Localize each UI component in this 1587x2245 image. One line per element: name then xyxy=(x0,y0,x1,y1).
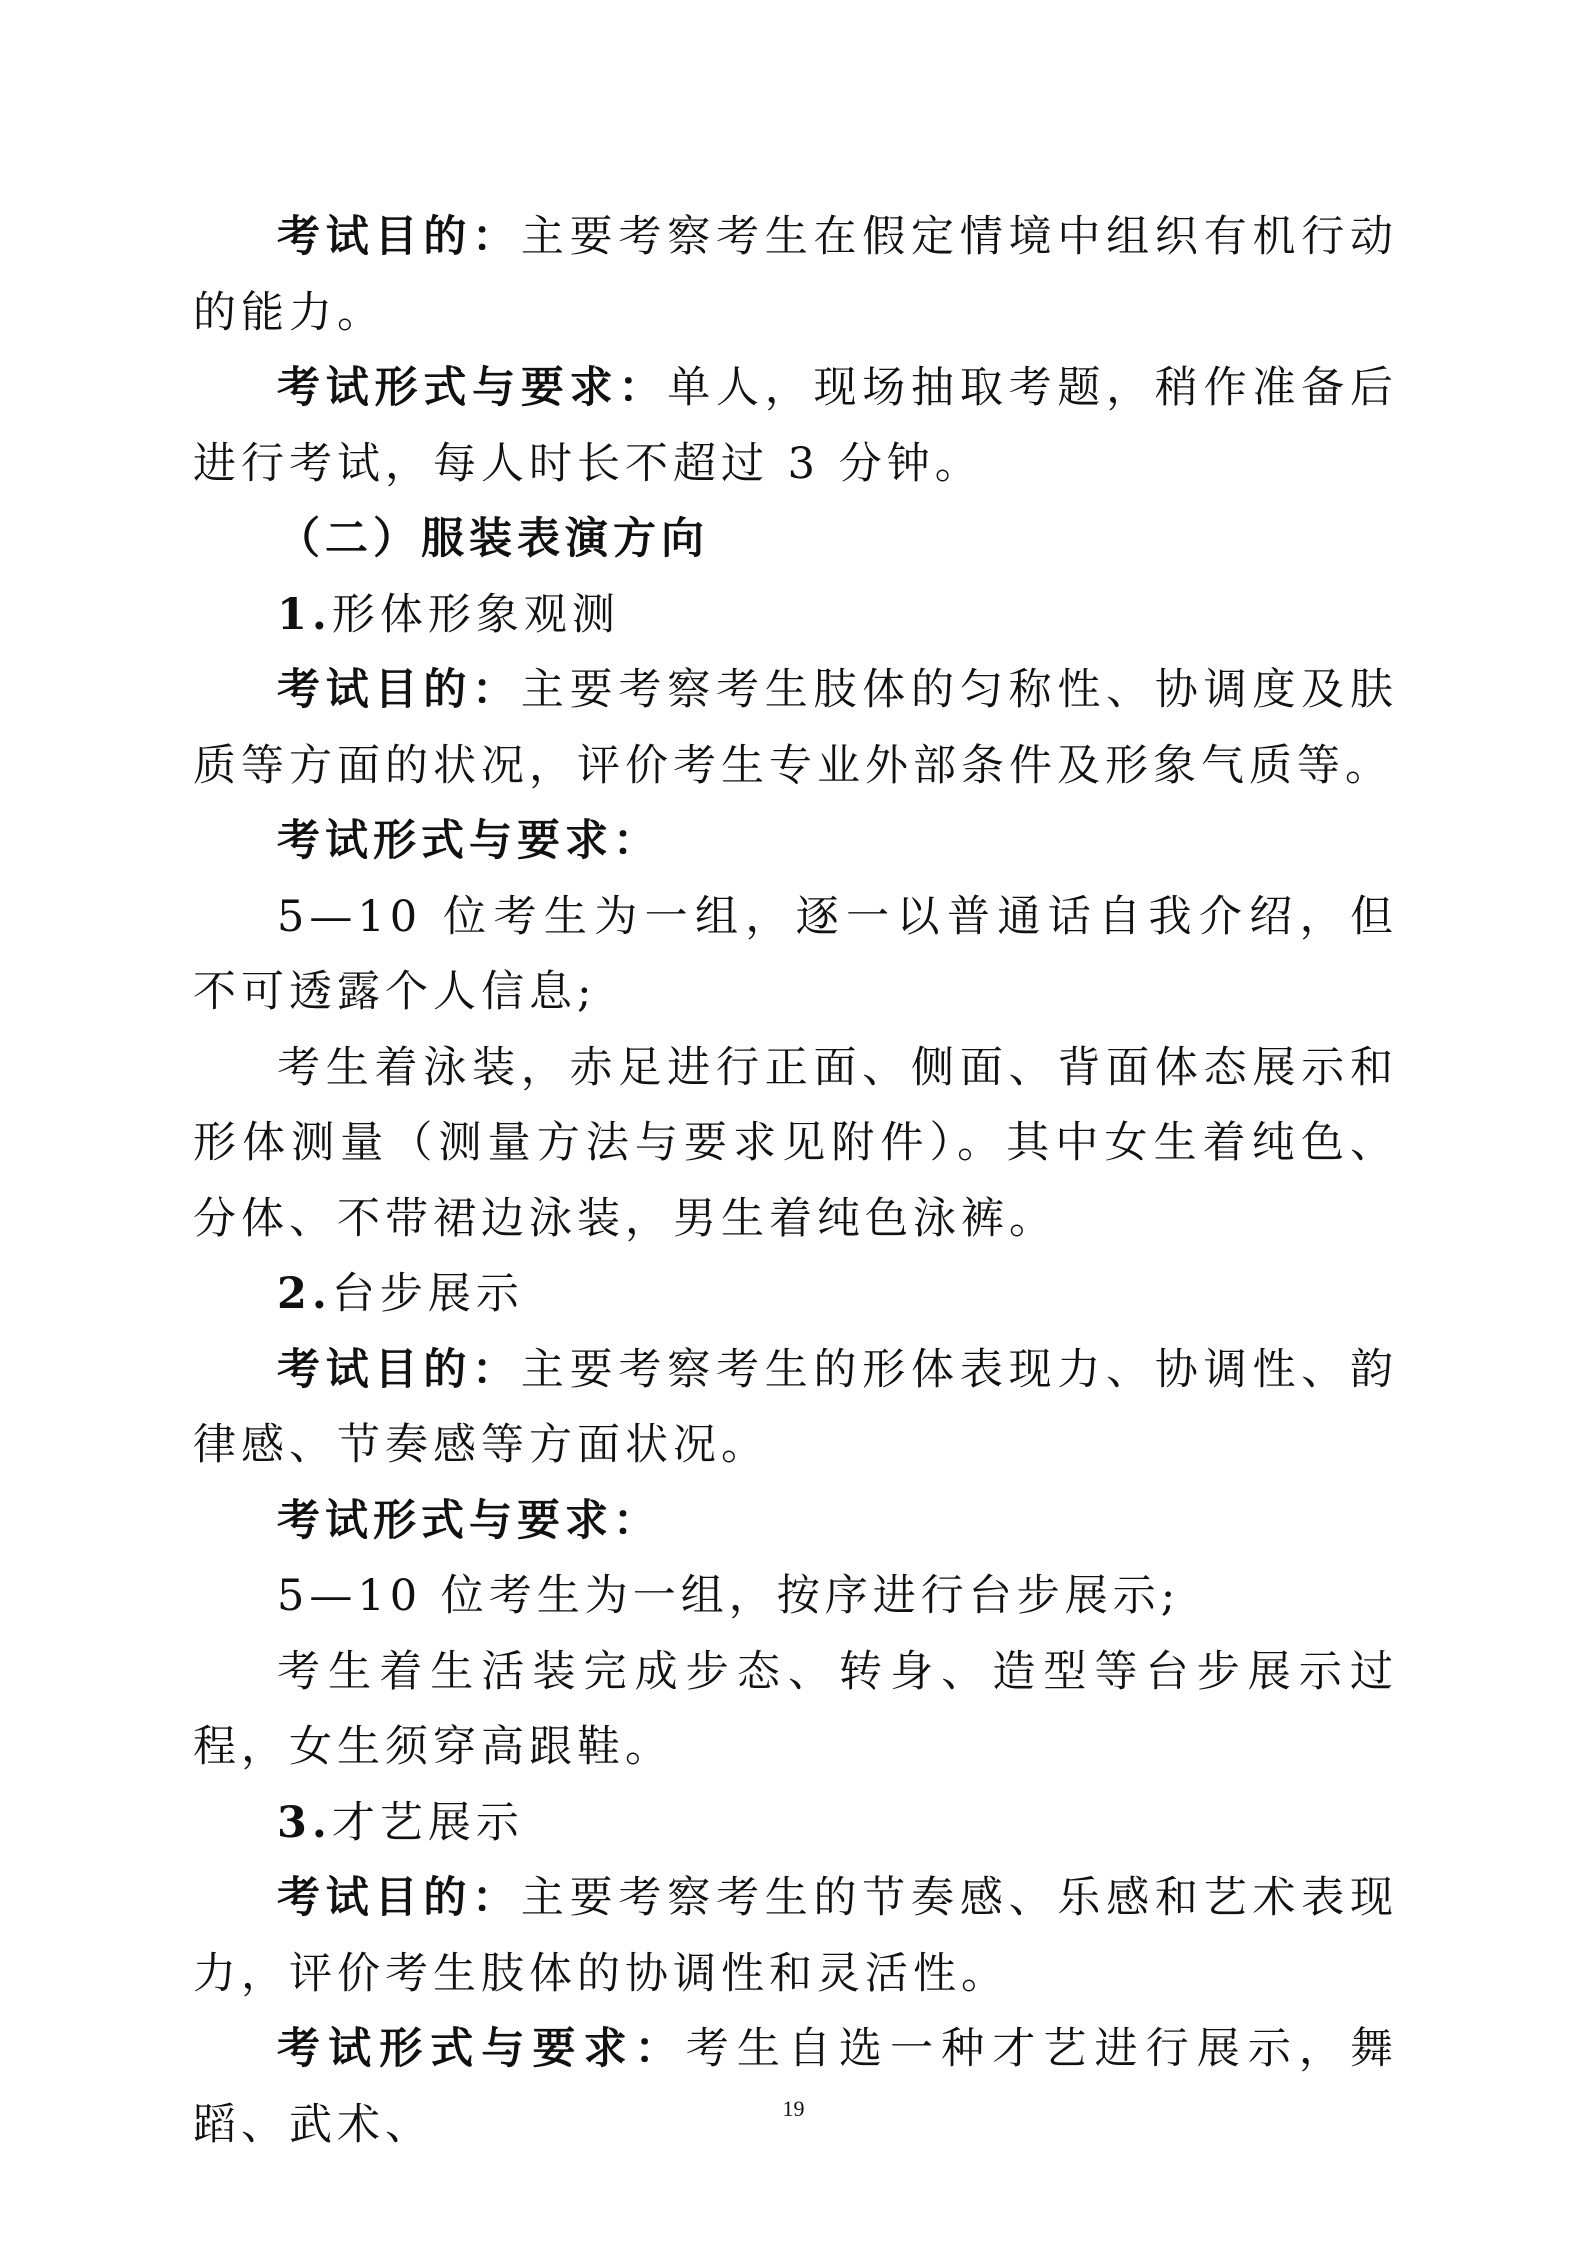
section-heading-fashion xyxy=(193,502,1398,578)
label-body-format: 考试形式与要求： xyxy=(277,816,661,866)
paragraph-catwalk-attire xyxy=(193,1635,1398,1786)
heading-fashion-label: （二）服装表演方向 xyxy=(277,514,709,564)
paragraph-catwalk-format xyxy=(193,1484,1398,1560)
subheading-number-2: 2. xyxy=(277,1269,332,1319)
paragraph-talent-purpose xyxy=(193,1861,1398,2012)
document-body xyxy=(193,200,1398,2163)
subheading-text-3: 才艺展示 xyxy=(331,1797,524,1848)
subheading-text-1: 形体形象观测 xyxy=(331,589,620,640)
paragraph-body-swimwear xyxy=(193,1031,1398,1258)
paragraph-catwalk-group xyxy=(193,1559,1398,1635)
label-body-purpose: 考试目的： xyxy=(277,665,521,715)
text-exam-format: 单人，现场抽取考题，稍作准备后进行考试，每人时长不超过 3 分钟。 xyxy=(193,363,1399,489)
text-exam-purpose: 主要考察考生在假定情境中组织有机行动的能力。 xyxy=(193,212,1399,338)
text-body-purpose: 主要考察考生肢体的匀称性、协调度及肤质等方面的状况，评价考生专业外部条件及形象气质等。 xyxy=(193,665,1399,791)
paragraph-exam-purpose xyxy=(193,200,1398,351)
subheading-body-image xyxy=(193,578,1398,654)
paragraph-body-format xyxy=(193,804,1398,880)
text-talent-purpose: 主要考察考生的节奏感、乐感和艺术表现力，评价考生肢体的协调性和灵活性。 xyxy=(193,1873,1399,1999)
paragraph-exam-format xyxy=(193,351,1398,502)
label-talent-format: 考试形式与要求： xyxy=(277,2024,686,2074)
subheading-number-3: 3. xyxy=(277,1797,332,1848)
text-body-group: 5—10 位考生为一组，逐一以普通话自我介绍，但不可透露个人信息; xyxy=(193,891,1398,1017)
text-talent-format: 考生自选一种才艺进行展示，舞蹈、武术、 xyxy=(193,2024,1399,2150)
paragraph-catwalk-purpose xyxy=(193,1333,1398,1484)
subheading-text-2: 台步展示 xyxy=(331,1269,524,1319)
label-catwalk-format: 考试形式与要求： xyxy=(277,1495,661,1546)
subheading-number-1: 1. xyxy=(277,589,332,640)
text-catwalk-group: 5—10 位考生为一组，按序进行台步展示; xyxy=(277,1571,1181,1621)
text-catwalk-purpose: 主要考察考生的形体表现力、协调性、韵律感、节奏感等方面状况。 xyxy=(193,1344,1399,1470)
paragraph-talent-format xyxy=(193,2012,1398,2163)
text-body-swimwear: 考生着泳装，赤足进行正面、侧面、背面体态展示和形体测量（测量方法与要求见附件）。其中女生着纯色、分体、不带裙边泳装，男生着纯色泳裤。 xyxy=(193,1042,1398,1244)
paragraph-body-purpose xyxy=(193,653,1398,804)
text-catwalk-attire: 考生着生活装完成步态、转身、造型等台步展示过程，女生须穿高跟鞋。 xyxy=(193,1646,1398,1772)
paragraph-body-group xyxy=(193,880,1398,1031)
label-catwalk-purpose: 考试目的： xyxy=(277,1344,521,1395)
label-exam-purpose: 考试目的： xyxy=(277,212,521,262)
label-talent-purpose: 考试目的： xyxy=(277,1873,521,1923)
subheading-catwalk xyxy=(193,1257,1398,1333)
label-exam-format: 考试形式与要求： xyxy=(277,363,668,413)
subheading-talent xyxy=(193,1786,1398,1862)
page-number: 19 xyxy=(782,2096,805,2121)
